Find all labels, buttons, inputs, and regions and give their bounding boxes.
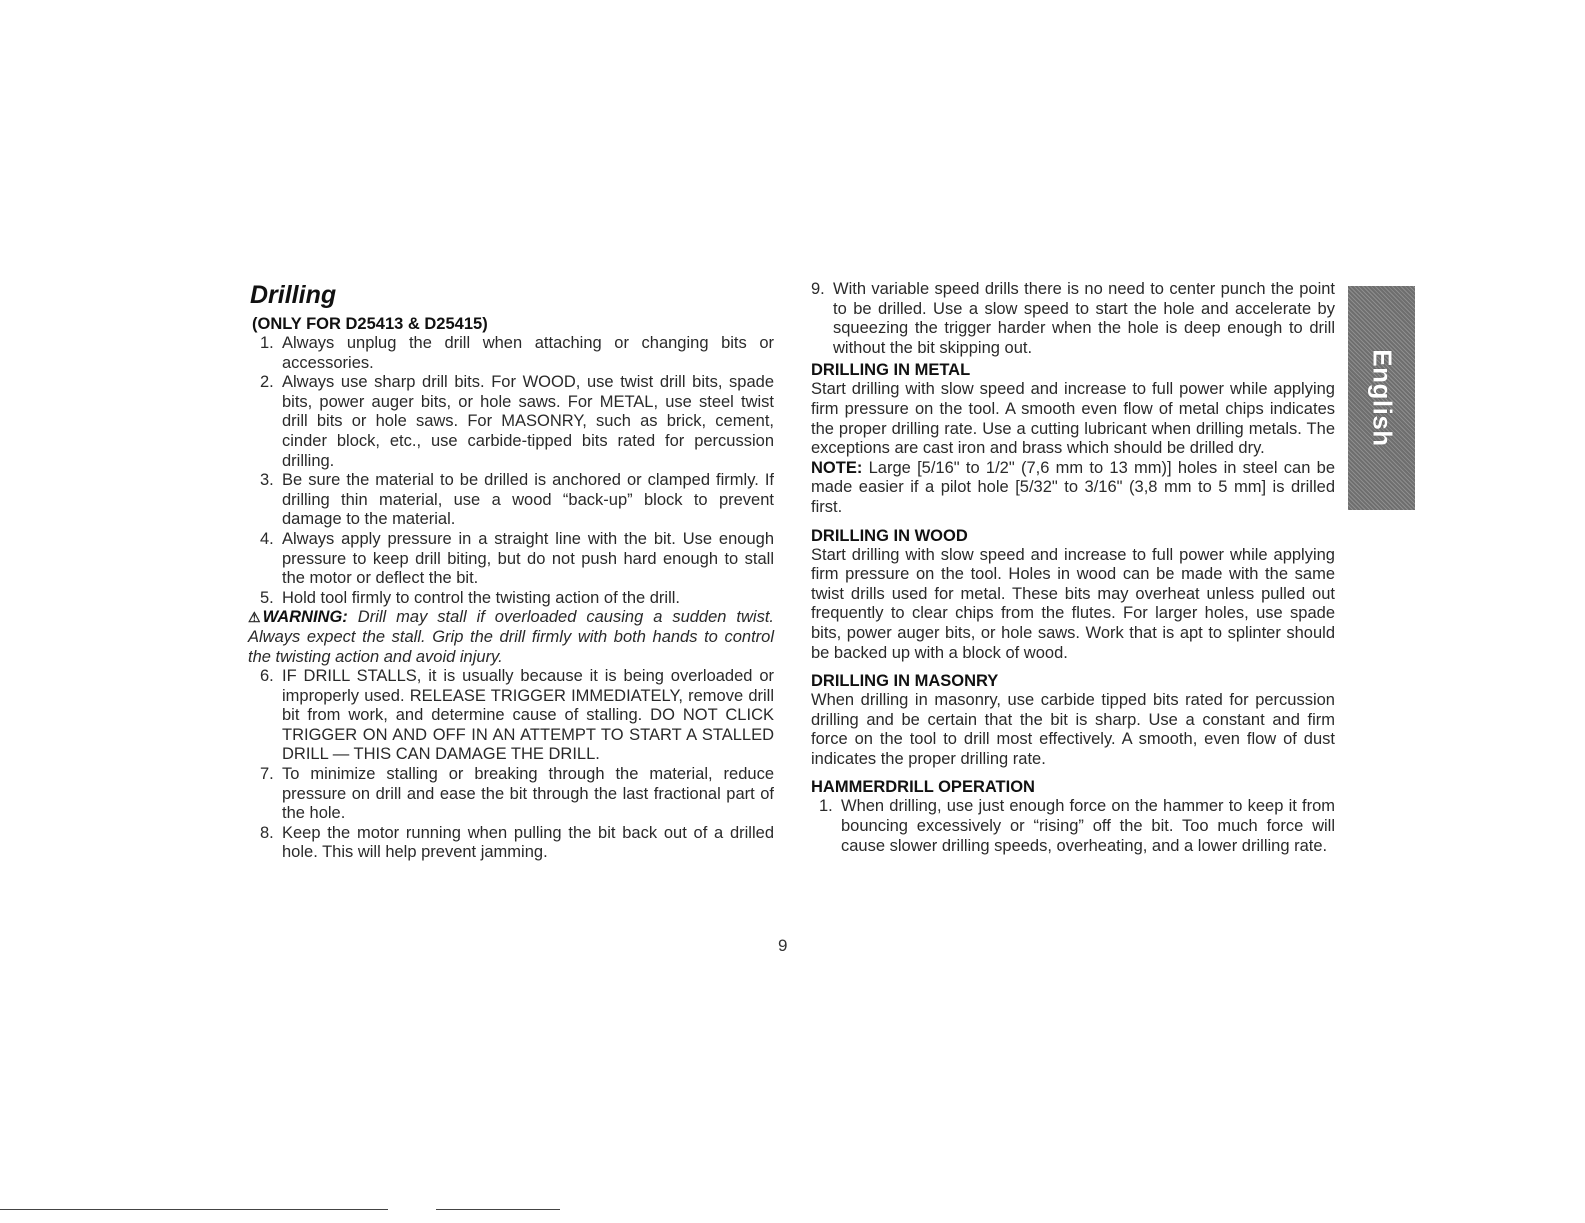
step-number: 9. [811, 280, 825, 298]
list-item [811, 280, 1335, 358]
list-item [252, 530, 774, 589]
step-text: Keep the motor running when pulling the bit back out of a drilled hole. This will help prevent jamming. [282, 823, 774, 862]
bottom-rule [0, 1209, 388, 1210]
warning-label: WARNING: [262, 608, 348, 627]
step-text: Be sure the material to be drilled is anchored or clamped firmly. If drilling thin material, use a wood “back-up” block to prevent damage to the material. [282, 471, 774, 529]
list-item [252, 373, 774, 471]
model-subtitle: (ONLY FOR D25413 & D25415) [252, 315, 488, 333]
step-number: 1. [819, 797, 833, 816]
section-title: Drilling [250, 281, 337, 309]
masonry-text: When drilling in masonry, use carbide tipped bits rated for percussion drilling and be certain that the bit is sharp. Use a constant and firm force on the tool to drill most effectively. A smooth, even flow of dust indicates the proper drilling rate. [811, 691, 1335, 768]
left-column [248, 280, 774, 863]
step-number: 6. [260, 667, 274, 686]
step-text: To minimize stalling or breaking through the material, reduce pressure on drill and ease the bit through the last fractional part of the hole. [282, 765, 774, 823]
warning-block [248, 608, 774, 667]
list-item [252, 471, 774, 530]
step-text: IF DRILL STALLS, it is usually because it is being overloaded or improperly used. RELEASE TRIGGER IMMEDIATELY, remove drill bit from work, and determine cause of stalling. DO NOT CLICK TRIGGER ON AND OFF IN AN ATTEMPT TO START A STALLED DRILL — THIS CAN DAMAGE THE DRILL. [282, 667, 774, 764]
wood-text: Start drilling with slow speed and increase to full power while applying firm pressure on the tool. Holes in wood can be made with the same twist drills used for metal. These bits may overheat unless pulled out frequently to clear chips from the flutes. For larger holes, use spade bits, power auger bits, or hole saws. Work that is apt to splinter should be backed up with a block of wood. [811, 545, 1335, 662]
warning-icon: ⚠ [248, 609, 261, 626]
list-item [819, 797, 1335, 856]
right-column [811, 280, 1335, 856]
step-text: With variable speed drills there is no need to center punch the point to be drilled. Use a slow speed to start the hole and accelerate by squeezing the trigger harder when the hole is deep enough to drill without the bit skipping out. [833, 280, 1335, 357]
step-number: 3. [260, 471, 274, 490]
list-item [252, 765, 774, 824]
step-text: Always use sharp drill bits. For WOOD, use twist drill bits, spade bits, power auger bits, or hole saws. For METAL, use steel twist drill bits or hole saws. For MASONRY, such as brick, cement, cinder block, etc., use carbide-tipped bits rated for percussion drilling. [282, 373, 774, 470]
masonry-heading: DRILLING IN MASONRY [811, 672, 999, 691]
step-number: 1. [260, 334, 274, 352]
step-text: Always apply pressure in a straight line with the bit. Use enough pressure to keep drill biting, but do not push hard enough to stall the motor or deflect the bit. [282, 529, 774, 588]
step-text: When drilling, use just enough force on the hammer to keep it from bouncing excessively or “rising” off the bit. Too much force will cause slower drilling speeds, overheating, and a lower drilling rate. [841, 797, 1335, 855]
language-tab [1348, 286, 1415, 510]
note-label: NOTE: [811, 458, 863, 477]
list-item [252, 824, 774, 863]
step-number: 8. [260, 823, 274, 842]
hammerdrill-steps-list [811, 797, 1335, 856]
step-number: 5. [260, 588, 274, 607]
list-item [252, 667, 774, 765]
step-text: Always unplug the drill when attaching or changing bits or accessories. [282, 334, 774, 372]
language-tab-label: English [1367, 349, 1397, 447]
step-number: 4. [260, 529, 274, 548]
step-text: Hold tool firmly to control the twisting action of the drill. [282, 588, 681, 607]
list-item [252, 334, 774, 373]
step-number: 2. [260, 373, 274, 392]
step-number: 7. [260, 765, 274, 784]
hammerdrill-heading: HAMMERDRILL OPERATION [811, 778, 1035, 797]
drilling-steps-list [252, 334, 774, 608]
metal-note [811, 459, 1335, 518]
warning-text: Drill may stall if overloaded causing a sudden twist. Always expect the stall. Grip the drill firmly with both hands to control the twisting action and avoid injury. [248, 608, 774, 666]
drilling-step-9-list [811, 280, 1335, 358]
metal-text: Start drilling with slow speed and increase to full power while applying firm pressure on the tool. A smooth even flow of metal chips indicates the proper drilling rate. Use a cutting lubricant when drilling metals. The exceptions are cast iron and brass which should be drilled dry. [811, 380, 1335, 458]
list-item [252, 589, 774, 609]
drilling-steps-list-continued [252, 667, 774, 863]
wood-heading: DRILLING IN WOOD [811, 526, 968, 545]
note-text: Large [5/16" to 1/2" (7,6 mm to 13 mm)] holes in steel can be made easier if a pilot hole [5/32" to 3/16" (3,8 mm to 5 mm] is drilled first. [811, 458, 1335, 516]
page-number: 9 [778, 936, 788, 955]
bottom-rule [436, 1209, 560, 1210]
metal-heading: DRILLING IN METAL [811, 361, 971, 380]
